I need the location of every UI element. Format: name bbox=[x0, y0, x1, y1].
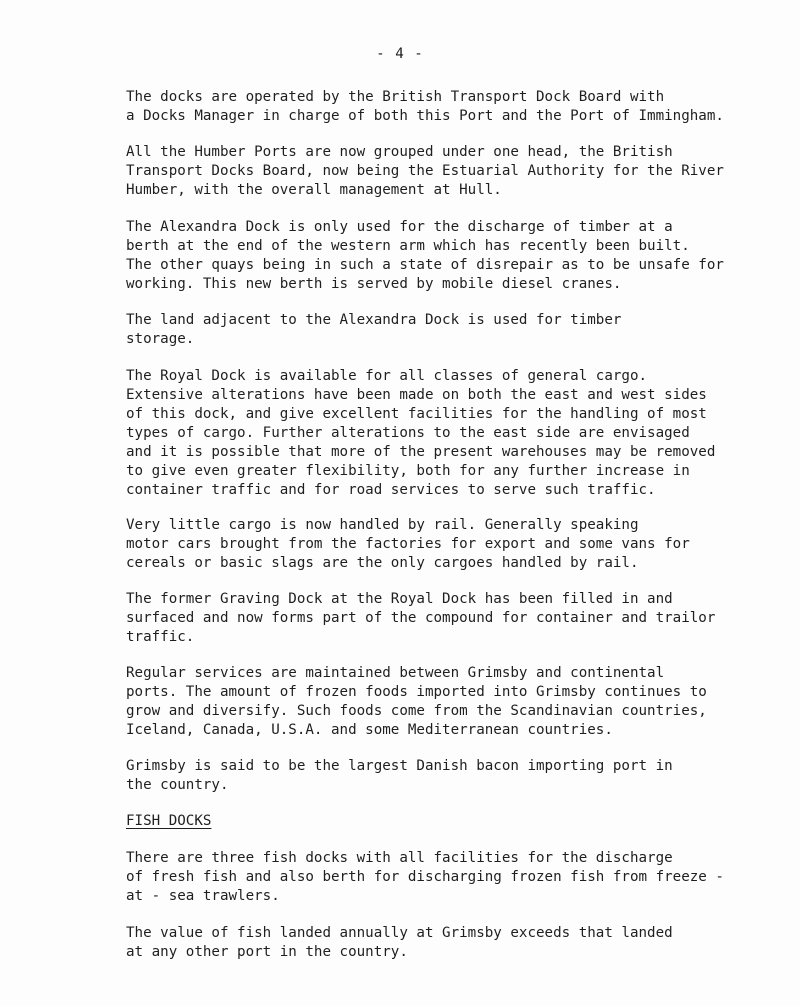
paragraph-royal-dock: The Royal Dock is available for all classes of general cargo. Extensive alterations have been made on both the east and west sides of this dock, and give excellent facilities for the handling of most types of cargo. Further alterations to the east side are envisaged and it is possible that more of the present warehouses may be removed to give even greater flexibility, both for any further increase in container traffic and for road services to serve such traffic. bbox=[126, 368, 716, 498]
page-number: - 4 - bbox=[376, 46, 424, 62]
paragraph-regular-services: Regular services are maintained between Grimsby and continental ports. The amount of frozen foods imported into Grimsby continues to grow and diversify. Such foods come from the Scandinavian countries, Iceland, Canada, U.S.A. and some Mediterranean countries. bbox=[126, 665, 707, 738]
paragraph-humber-ports: All the Humber Ports are now grouped under one head, the British Transport Docks Board, now being the Estuarial Authority for the River Humber, with the overall management at Hull. bbox=[126, 144, 724, 198]
paragraph-fish-value: The value of fish landed annually at Grimsby exceeds that landed at any other port in the country. bbox=[126, 925, 673, 960]
paragraph-timber-storage: The land adjacent to the Alexandra Dock is used for timber storage. bbox=[126, 312, 622, 347]
paragraph-danish-bacon: Grimsby is said to be the largest Danish bacon importing port in the country. bbox=[126, 758, 673, 793]
paragraph-alexandra-dock: The Alexandra Dock is only used for the discharge of timber at a berth at the end of the western arm which has recently been built. The other quays being in such a state of disrepair as to be unsafe for working. This new berth is served by mobile diesel cranes. bbox=[126, 219, 724, 292]
paragraph-graving-dock: The former Graving Dock at the Royal Dock has been filled in and surfaced and now forms part of the compound for container and trailor traffic. bbox=[126, 591, 716, 645]
paragraph-rail-cargo: Very little cargo is now handled by rail. Generally speaking motor cars brought from the factories for export and some vans for cereals or basic slags are the only cargoes handled by rail. bbox=[126, 517, 690, 571]
paragraph-fish-docks-facilities: There are three fish docks with all facilities for the discharge of fresh fish and also berth for discharging frozen fish from freeze - at - sea trawlers. bbox=[126, 850, 724, 904]
section-heading-fish-docks: FISH DOCKS bbox=[126, 813, 212, 829]
paragraph-dock-operation: The docks are operated by the British Transport Dock Board with a Docks Manager in charge of both this Port and the Port of Immingham. bbox=[126, 89, 724, 124]
